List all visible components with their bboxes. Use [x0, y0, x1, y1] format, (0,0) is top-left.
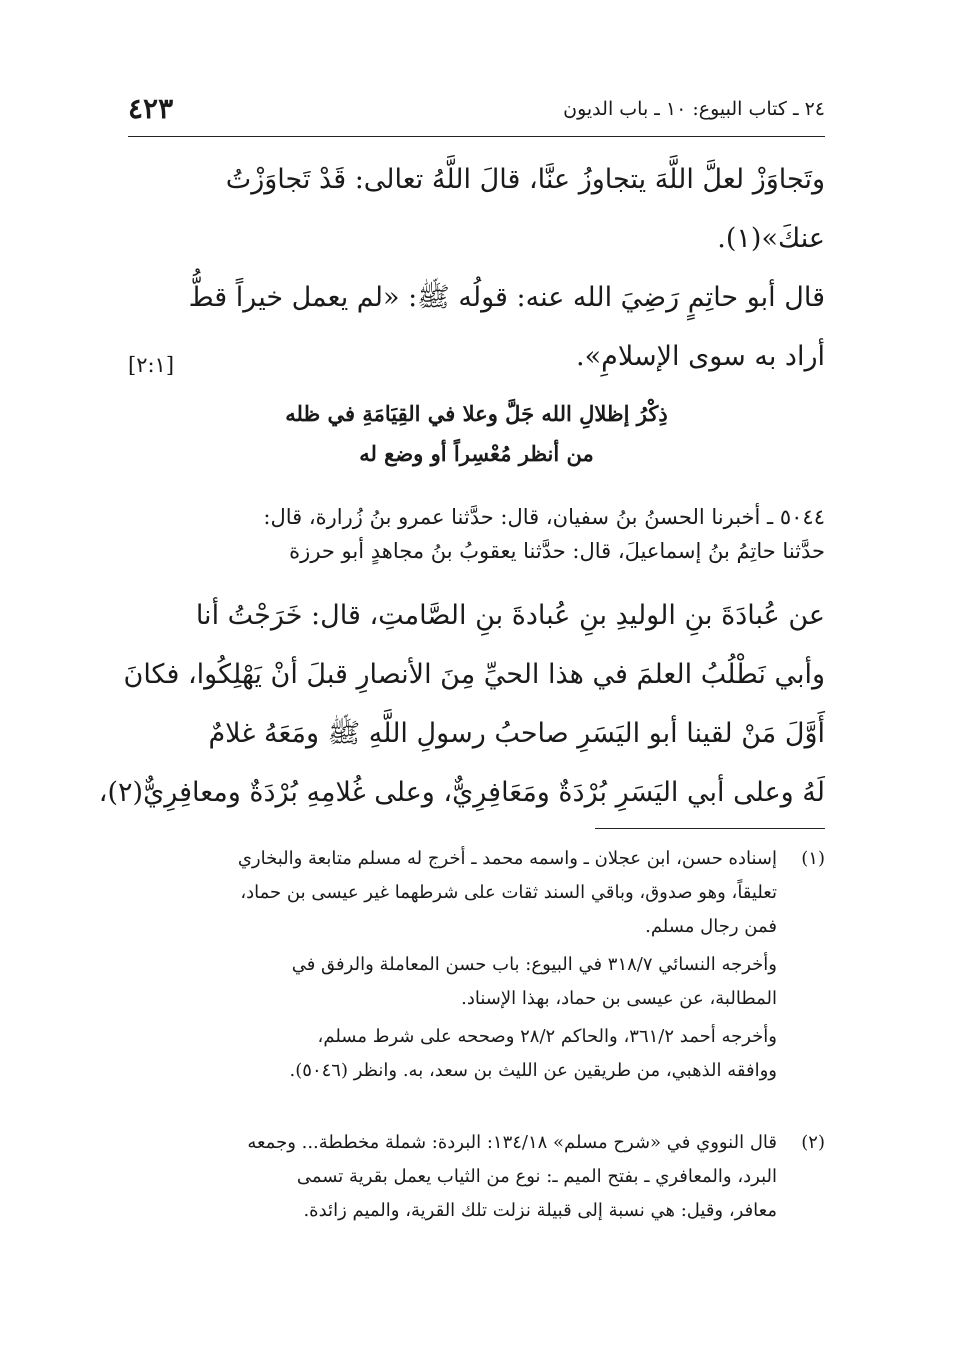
text-line: عنكَ»(١).: [717, 223, 825, 254]
text-line: أَوَّلَ مَنْ لقينا أبو اليَسَرِ صاحبُ رسولِ اللَّهِ ﷺ ومَعَهُ غلامٌ: [208, 718, 825, 749]
chapter-heading: [128, 394, 825, 474]
text-line: ٥٠٤٤ ـ أخبرنا الحسنُ بنُ سفيان، قال: حدَّثنا عمرو بنُ زُرارة، قال:: [263, 505, 825, 529]
footnote-body: [128, 1126, 825, 1228]
hadith-matn: [98, 586, 825, 822]
classification-ref: [٢:١]: [128, 353, 175, 377]
text-line: قال أبو حاتِمٍ رَضِيَ الله عنه: قولُه ﷺ: «لم يعمل خيراً قطُّ: [188, 282, 825, 313]
footnote-line: فمن رجال مسلم.: [645, 916, 777, 937]
footnote-separator: [595, 828, 825, 829]
text-line: وأبي نَطْلُبُ العلمَ في هذا الحيِّ مِنَ الأنصارِ قبلَ أنْ يَهْلِكُوا، فكانَ: [123, 659, 825, 690]
footnote-paragraph: [128, 948, 777, 1016]
footnote-paragraph: [128, 1020, 777, 1088]
footnote-line: إسناده حسن، ابن عجلان ـ واسمه محمد ـ أخرج له مسلم متابعة والبخاري: [237, 848, 777, 869]
text-line: وتَجاوَزْ لعلَّ اللَّهَ يتجاوزُ عنَّا، قالَ اللَّهُ تعالى: قَدْ تَجاوَزْتُ: [225, 164, 825, 195]
footnote-line: تعليقاً، وهو صدوق، وباقي السند ثقات على شرطهما غير عيسى بن حماد،: [240, 882, 777, 903]
text-line: عن عُبادَةَ بنِ الوليدِ بنِ عُبادةَ بنِ الصَّامتِ، قال: خَرَجْتُ أنا: [195, 600, 825, 631]
footnote-1: [128, 842, 825, 1088]
footnote-line: وأخرجه النسائي ٣١٨/٧ في البيوع: باب حسن المعاملة والرفق في: [291, 954, 777, 975]
text-line: حدَّثنا حاتِمُ بنُ إسماعيلَ، قال: حدَّثنا يعقوبُ بنُ مجاهدٍ أبو حرزة: [289, 539, 825, 563]
footnote-body: [128, 842, 825, 1088]
hadith-continuation: [128, 150, 825, 268]
footnote-number: (٢): [801, 1132, 825, 1153]
text-line: لَهُ وعلى أبي اليَسَرِ بُرْدَةٌ ومَعَافِرِيٌّ، وعلى غُلامِهِ بُرْدَةٌ ومعافِرِيٌّ(٢)،: [98, 777, 825, 808]
page-header: [128, 92, 825, 137]
footnote-line: وأخرجه أحمد ٣٦١/٢، والحاكم ٢٨/٢ وصححه على شرط مسلم،: [317, 1026, 777, 1047]
footnote-line: البرد، والمعافري ـ بفتح الميم ـ: نوع من الثياب يعمل بقرية تسمى: [296, 1166, 777, 1187]
running-title: ٢٤ ـ كتاب البيوع: ١٠ ـ باب الديون: [563, 98, 825, 120]
footnote-line: المطالبة، عن عيسى بن حماد، بهذا الإسناد.: [461, 988, 777, 1009]
footnote-line: ووافقه الذهبي، من طريقين عن الليث بن سعد، به. وانظر (٥٠٤٦).: [289, 1060, 777, 1081]
page-number: ٤٢٣: [128, 92, 174, 125]
isnad-chain: [128, 500, 825, 568]
heading-line: ذِكْرُ إظلالِ الله جَلَّ وعلا في القِيَامَةِ في ظله: [285, 401, 668, 426]
author-comment: [128, 268, 825, 386]
footnote-number: (١): [801, 848, 825, 869]
footnote-2: [128, 1126, 825, 1228]
footnote-line: معافر، وقيل: هي نسبة إلى قبيلة نزلت تلك القرية، والميم زائدة.: [303, 1200, 777, 1221]
text-line: أراد به سوى الإسلامِ».: [576, 341, 825, 372]
heading-line: من أنظر مُعْسِراً أو وضع له: [359, 441, 594, 466]
footnote-line: قال النووي في «شرح مسلم» ١٣٤/١٨: البردة: شملة مخططة... وجمعه: [247, 1132, 777, 1153]
